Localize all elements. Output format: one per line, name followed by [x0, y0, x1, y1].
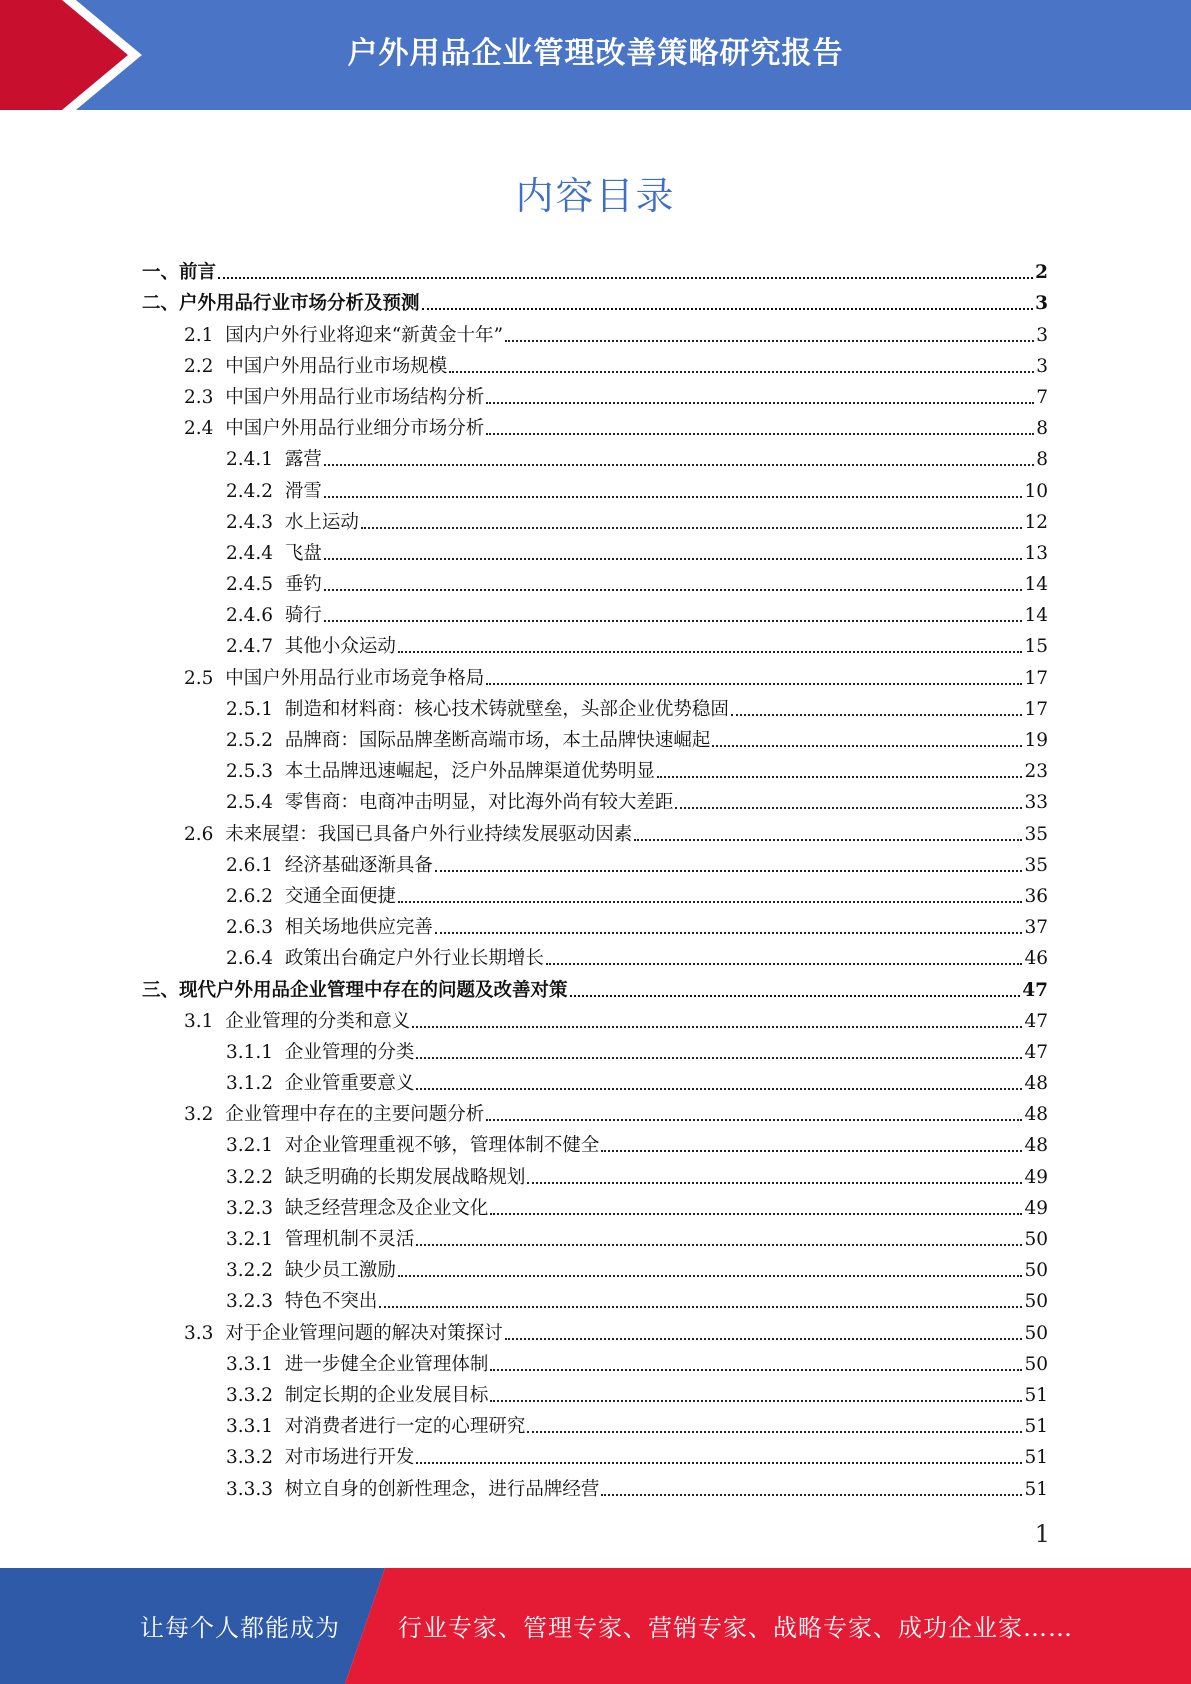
toc-entry[interactable] [142, 721, 1048, 752]
toc-entry-number: 3.1.2 [226, 1073, 285, 1095]
toc-entry-title: 现代户外用品企业管理中存在的问题及改善对策 [179, 979, 568, 1001]
toc-entry-number: 3.2.2 [226, 1260, 285, 1282]
toc-entry-title: 制定长期的企业发展目标 [284, 1384, 489, 1406]
toc-entry[interactable] [142, 814, 1048, 845]
toc-entry[interactable] [142, 658, 1048, 689]
toc-entry-page: 51 [1024, 1478, 1048, 1500]
toc-dot-leader [416, 1088, 1022, 1090]
toc-entry[interactable] [142, 690, 1048, 721]
toc-entry-title: 制造和材料商：核心技术铸就壁垒，头部企业优势稳固 [284, 698, 729, 720]
toc-entry-page: 2 [1035, 262, 1048, 284]
toc-dot-leader [634, 839, 1022, 841]
toc-entry-number: 2.4.3 [226, 511, 285, 533]
toc-entry-page: 17 [1024, 698, 1048, 720]
toc-entry-number: 3.3.2 [226, 1384, 285, 1406]
toc-dot-leader [527, 1431, 1022, 1433]
toc-entry-number: 2.6 [184, 823, 226, 845]
toc-dot-leader [324, 496, 1023, 498]
toc-entry-page: 3 [1035, 293, 1048, 315]
toc-entry-number: 3.2 [184, 1104, 226, 1126]
toc-entry-number: 3.2.2 [226, 1166, 285, 1188]
toc-entry-page: 47 [1024, 1010, 1048, 1032]
toc-dot-leader [570, 995, 1021, 997]
toc-entry[interactable] [142, 440, 1048, 471]
toc-entry-title: 经济基础逐渐具备 [284, 854, 433, 876]
toc-entry-number: 2.6.4 [226, 948, 285, 970]
toc-entry-page: 14 [1024, 574, 1048, 596]
toc-entry-page: 50 [1024, 1322, 1048, 1344]
toc-entry-page: 48 [1024, 1135, 1048, 1157]
toc-entry-number: 三、 [142, 979, 180, 1001]
toc-entry-page: 49 [1024, 1166, 1048, 1188]
toc-dot-leader [712, 745, 1022, 747]
toc-dot-leader [398, 901, 1023, 903]
toc-entry-title: 前言 [179, 262, 217, 284]
toc-entry-title: 骑行 [284, 605, 322, 627]
toc-entry-title: 本土品牌迅速崛起，泛户外品牌渠道优势明显 [284, 761, 655, 783]
toc-entry[interactable] [142, 1064, 1048, 1095]
toc-entry-title: 管理机制不灵活 [284, 1229, 415, 1250]
toc-entry[interactable] [142, 783, 1048, 814]
toc-entry-title: 中国户外用品行业市场结构分析 [225, 386, 485, 408]
page-number: 1 [1034, 1520, 1050, 1548]
toc-dot-leader [416, 1244, 1022, 1246]
toc-entry-number: 3.3 [184, 1322, 226, 1344]
toc-entry-title: 其他小众运动 [284, 636, 396, 658]
toc-entry-page: 17 [1024, 667, 1048, 689]
toc-entry-number: 2.6.2 [226, 885, 285, 907]
toc-entry-title: 中国户外用品行业市场竞争格局 [225, 667, 485, 689]
toc-entry[interactable] [142, 939, 1048, 970]
toc-entry-title: 水上运动 [284, 511, 359, 533]
toc-dot-leader [486, 433, 1034, 435]
toc-entry-number: 2.4.4 [226, 542, 285, 564]
toc-entry[interactable] [142, 378, 1048, 409]
toc-entry-title: 企业管理的分类和意义 [225, 1010, 411, 1032]
header-band [0, 0, 1191, 110]
toc-dot-leader [416, 1057, 1022, 1059]
toc-entry-title: 未来展望：我国已具备户外行业持续发展驱动因素 [225, 823, 633, 845]
toc-entry-page: 50 [1024, 1260, 1048, 1282]
toc-entry[interactable] [142, 253, 1048, 284]
toc-dot-leader [505, 340, 1034, 342]
toc-entry-number: 2.5.2 [226, 730, 285, 751]
toc-entry-page: 49 [1024, 1197, 1048, 1219]
toc-entry-page: 50 [1024, 1229, 1048, 1250]
toc-entry[interactable] [142, 1313, 1048, 1344]
toc-entry[interactable] [142, 1345, 1048, 1376]
toc-entry-title: 户外用品行业市场分析及预测 [179, 293, 420, 315]
toc-entry-title: 对于企业管理问题的解决对策探讨 [225, 1322, 503, 1344]
toc-entry[interactable] [142, 970, 1048, 1001]
toc-entry[interactable] [142, 1033, 1048, 1064]
toc-entry-page: 46 [1024, 948, 1048, 970]
toc-entry-page: 8 [1036, 418, 1048, 440]
toc-entry-number: 2.2 [184, 355, 226, 377]
toc-dot-leader [449, 371, 1034, 373]
toc-dot-leader [657, 776, 1023, 778]
toc-dot-leader [490, 1400, 1022, 1402]
toc-entry-page: 50 [1024, 1353, 1048, 1375]
toc-dot-leader [435, 870, 1023, 872]
toc-entry-title: 零售商：电商冲击明显，对比海外尚有较大差距 [284, 792, 674, 814]
toc-entry-title: 相关场地供应完善 [284, 917, 433, 939]
toc-dot-leader [435, 932, 1023, 934]
toc-dot-leader [398, 651, 1023, 653]
toc-entry-number: 2.3 [184, 386, 226, 408]
toc-entry[interactable] [142, 1251, 1048, 1282]
toc-entry-number: 3.2.3 [226, 1291, 285, 1313]
toc-entry[interactable] [142, 1438, 1048, 1469]
toc-entry-title: 对市场进行开发 [284, 1447, 415, 1469]
toc-entry-number: 3.1.1 [226, 1041, 285, 1063]
toc-entry-number: 2.5.3 [226, 761, 285, 783]
toc-entry-title: 中国户外用品行业细分市场分析 [225, 418, 485, 440]
toc-entry[interactable] [142, 1220, 1048, 1251]
toc-entry-title: 交通全面便捷 [284, 885, 396, 907]
toc-entry-number: 2.6.3 [226, 917, 285, 939]
toc-entry-title: 政策出台确定户外行业长期增长 [284, 948, 544, 970]
toc-entry-page: 51 [1024, 1416, 1048, 1438]
toc-entry[interactable] [142, 596, 1048, 627]
toc-entry-title: 缺乏经营理念及企业文化 [284, 1197, 489, 1219]
toc-entry[interactable] [142, 752, 1048, 783]
toc-dot-leader [412, 1026, 1022, 1028]
toc-entry-title: 缺少员工激励 [284, 1260, 396, 1282]
toc-entry-number: 3.3.2 [226, 1447, 285, 1469]
toc-entry-title: 中国户外用品行业市场规模 [225, 355, 448, 377]
toc-entry[interactable] [142, 471, 1048, 502]
toc-entry-title: 企业管理的分类 [284, 1041, 415, 1063]
toc-entry-number: 3.2.1 [226, 1135, 285, 1157]
toc-entry[interactable] [142, 1469, 1048, 1500]
toc-entry-number: 一、 [142, 262, 180, 284]
toc-dot-leader [601, 1494, 1022, 1496]
toc-entry-page: 8 [1036, 449, 1048, 471]
toc-dot-leader [675, 807, 1022, 809]
toc-entry-page: 47 [1024, 1041, 1048, 1063]
table-of-contents [142, 253, 1048, 1501]
toc-entry-number: 2.6.1 [226, 854, 285, 876]
toc-entry-title: 国内户外行业将迎来“新黄金十年” [225, 324, 504, 346]
footer-slogan-left: 让每个人都能成为 [140, 1614, 340, 1642]
toc-entry[interactable] [142, 846, 1048, 877]
toc-dot-leader [490, 1369, 1022, 1371]
toc-entry-title: 缺乏明确的长期发展战略规划 [284, 1166, 526, 1188]
toc-entry[interactable] [142, 1126, 1048, 1157]
toc-entry-number: 3.3.1 [226, 1353, 285, 1375]
toc-entry-title: 飞盘 [284, 542, 322, 564]
toc-dot-leader [324, 589, 1023, 591]
toc-entry-number: 2.5.1 [226, 698, 285, 720]
toc-entry-page: 33 [1024, 792, 1048, 814]
toc-entry-title: 对消费者进行一定的心理研究 [284, 1416, 526, 1438]
toc-entry-number: 3.1 [184, 1010, 226, 1032]
toc-entry[interactable] [142, 1282, 1048, 1313]
toc-dot-leader [416, 1462, 1022, 1464]
toc-entry-page: 15 [1024, 636, 1048, 658]
toc-entry-page: 7 [1036, 386, 1048, 408]
toc-entry[interactable] [142, 284, 1048, 315]
toc-dot-leader [324, 620, 1023, 622]
toc-entry-page: 51 [1024, 1447, 1048, 1469]
toc-entry-page: 12 [1024, 511, 1048, 533]
toc-dot-leader [505, 1338, 1023, 1340]
toc-dot-leader [486, 683, 1022, 685]
toc-dot-leader [398, 1275, 1023, 1277]
toc-entry-number: 3.2.1 [226, 1229, 285, 1250]
toc-entry-page: 48 [1024, 1073, 1048, 1095]
toc-entry-number: 2.4 [184, 418, 226, 440]
toc-entry-page: 51 [1024, 1384, 1048, 1406]
toc-entry-title: 滑雪 [284, 480, 322, 502]
toc-entry-page: 50 [1024, 1291, 1048, 1313]
toc-dot-leader [546, 963, 1023, 965]
toc-entry-title: 对企业管理重视不够，管理体制不健全 [284, 1135, 600, 1157]
toc-entry-title: 进一步健全企业管理体制 [284, 1353, 489, 1375]
toc-entry-page: 48 [1024, 1104, 1048, 1126]
toc-entry[interactable] [142, 1002, 1048, 1033]
toc-entry-page: 10 [1024, 480, 1048, 502]
toc-entry-title: 垂钓 [284, 574, 322, 596]
toc-entry-page: 3 [1036, 324, 1048, 346]
toc-entry-number: 3.2.3 [226, 1197, 285, 1219]
toc-entry-number: 3.3.3 [226, 1478, 285, 1500]
footer-slogan-right: 行业专家、管理专家、营销专家、战略专家、成功企业家…… [398, 1614, 1073, 1642]
toc-entry-number: 2.4.6 [226, 605, 285, 627]
toc-entry-page: 14 [1024, 605, 1048, 627]
toc-entry[interactable] [142, 409, 1048, 440]
toc-entry-number: 2.5 [184, 667, 226, 689]
toc-entry-page: 3 [1036, 355, 1048, 377]
toc-entry-title: 特色不突出 [284, 1291, 378, 1313]
toc-dot-leader [361, 527, 1023, 529]
toc-entry-title: 露营 [284, 449, 322, 471]
toc-entry-number: 2.5.4 [226, 792, 285, 814]
toc-entry-number: 2.1 [184, 324, 226, 346]
toc-dot-leader [324, 558, 1023, 560]
toc-entry-page: 23 [1024, 761, 1048, 783]
toc-dot-leader [422, 308, 1034, 310]
toc-entry-title: 树立自身的创新性理念，进行品牌经营 [284, 1478, 600, 1500]
toc-entry[interactable] [142, 1376, 1048, 1407]
toc-dot-leader [490, 1213, 1022, 1215]
toc-entry[interactable] [142, 1157, 1048, 1188]
toc-entry[interactable] [142, 503, 1048, 534]
toc-dot-leader [486, 1119, 1022, 1121]
toc-entry-page: 19 [1024, 730, 1048, 751]
toc-entry-number: 2.4.5 [226, 574, 285, 596]
toc-entry-title: 企业管理中存在的主要问题分析 [225, 1104, 485, 1126]
toc-entry[interactable] [142, 908, 1048, 939]
footer-band [0, 1568, 1191, 1684]
toc-dot-leader [218, 277, 1033, 279]
toc-entry[interactable] [142, 534, 1048, 565]
toc-dot-leader [731, 714, 1023, 716]
report-title: 户外用品企业管理改善策略研究报告 [347, 36, 844, 71]
toc-entry-page: 37 [1024, 917, 1048, 939]
toc-entry-page: 13 [1024, 542, 1048, 564]
toc-entry-page: 36 [1024, 885, 1048, 907]
toc-entry-page: 47 [1022, 979, 1048, 1001]
toc-entry-number: 2.4.1 [226, 449, 285, 471]
toc-entry[interactable] [142, 1189, 1048, 1220]
toc-entry[interactable] [142, 1095, 1048, 1126]
toc-entry-page: 35 [1024, 823, 1048, 845]
toc-entry-number: 2.4.7 [226, 636, 285, 658]
toc-dot-leader [527, 1182, 1022, 1184]
toc-entry[interactable] [142, 877, 1048, 908]
toc-entry[interactable] [142, 565, 1048, 596]
toc-entry[interactable] [142, 315, 1048, 346]
toc-entry-title: 品牌商：国际品牌垄断高端市场，本土品牌快速崛起 [284, 730, 711, 751]
toc-entry[interactable] [142, 347, 1048, 378]
toc-entry-number: 3.3.1 [226, 1416, 285, 1438]
toc-entry-number: 二、 [142, 293, 180, 315]
toc-entry[interactable] [142, 627, 1048, 658]
toc-dot-leader [324, 464, 1034, 466]
toc-entry-page: 35 [1024, 854, 1048, 876]
toc-entry[interactable] [142, 1407, 1048, 1438]
toc-dot-leader [486, 402, 1034, 404]
toc-dot-leader [601, 1150, 1022, 1152]
toc-heading: 内容目录 [515, 174, 676, 218]
toc-entry-number: 2.4.2 [226, 480, 285, 502]
toc-entry-title: 企业管重要意义 [284, 1073, 415, 1095]
toc-dot-leader [379, 1306, 1022, 1308]
